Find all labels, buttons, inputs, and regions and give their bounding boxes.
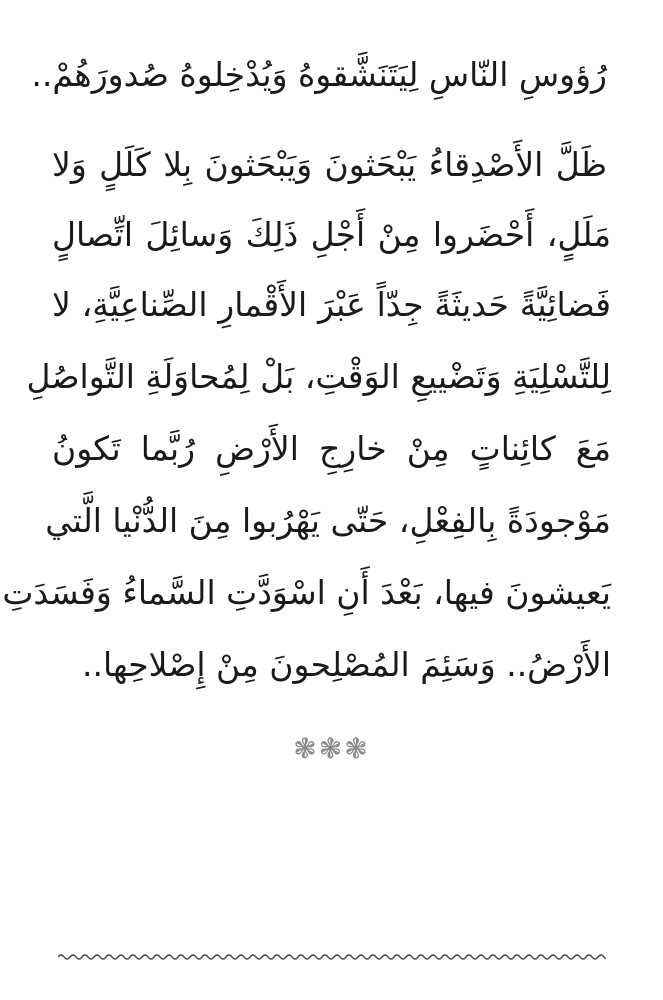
wavy-line-icon bbox=[58, 950, 606, 964]
paragraph-line-7: يَعيشونَ فيها، بَعْدَ أَنِ اسْوَدَّتِ السَّماءُ وَفَسَدَتِ bbox=[2, 573, 611, 612]
paragraph-line-1: ظَلَّ الأَصْدِقاءُ يَبْحَثونَ وَيَبْحَثونَ بِلا كَلَلٍ وَلا bbox=[52, 145, 607, 184]
paragraph-line-8: الأَرْضُ.. وَسَئِمَ المُصْلِحونَ مِنْ إِصْلاحِها.. bbox=[81, 645, 611, 684]
text-line-1: رُؤوسِ النّاسِ لِيَتَنَشَّقوهُ وَيُدْخِلوهُ صُدورَهُمْ.. bbox=[31, 55, 607, 94]
flower-ornament-icon: ❃❃❃ bbox=[293, 732, 370, 765]
paragraph-line-4: لِلتَّسْلِيَةِ وَتَضْييعِ الوَقْتِ، بَلْ لِمُحاوَلَةِ التَّواصُلِ bbox=[26, 357, 611, 396]
paragraph-line-6: مَوْجودَةً بِالفِعْلِ، حَتّى يَهْرُبوا مِنَ الدُّنْيا الَّتي bbox=[45, 501, 611, 540]
paragraph-line-2: مَلَلٍ، أَحْضَروا مِنْ أَجْلِ ذَلِكَ وَسائِلَ اتِّصالٍ bbox=[52, 215, 611, 254]
paragraph-line-5: مَعَ كائِناتٍ مِنْ خارِجِ الأَرْضِ رُبَّما تَكونُ bbox=[52, 429, 611, 468]
paragraph-line-3: فَضائِيَّةً حَديثَةً جِدّاً عَبْرَ الأَقْمارِ الصِّناعِيَّةِ، لا bbox=[52, 285, 611, 324]
